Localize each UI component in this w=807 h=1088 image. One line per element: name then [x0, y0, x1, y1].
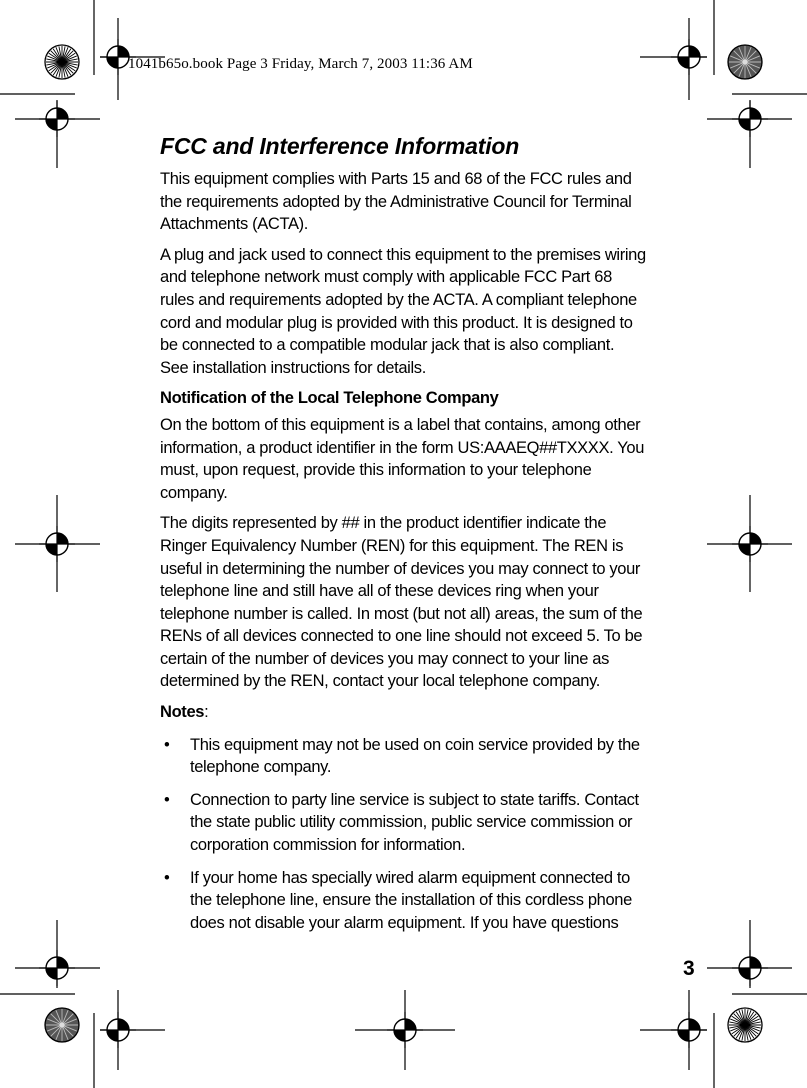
bullet-icon: •: [164, 735, 170, 754]
section-heading: Notification of the Local Telephone Company: [160, 389, 499, 408]
note-text: This equipment may not be used on coin service provided by the telephone company.: [190, 735, 640, 777]
list-item: [160, 734, 646, 779]
document-body: [160, 131, 646, 944]
note-text: If your home has specially wired alarm equipment connected to the telephone line, ensure the installation of this cordless phone does not disable your alarm equipment. If you have questions: [190, 868, 632, 932]
intro-paragraph-1: This equipment complies with Parts 15 and 68 of the FCC rules and the requirements adopted by the Administrative Council for Terminal Attachments (ACTA).: [160, 170, 632, 234]
intro-paragraph-2: A plug and jack used to connect this equipment to the premises wiring and telephone network must comply with applicable FCC Part 68 rules and requirements adopted by the ACTA. A compliant telephone cord and modular plug is provided with this product. It is designed to be connected to a compatible modular jack that is also compliant. See installation instructions for details.: [160, 245, 646, 377]
notes-list: [160, 734, 646, 935]
section-paragraph-2: The digits represented by ## in the product identifier indicate the Ringer Equivalency Number (REN) for this equipment. The REN is useful in determining the number of devices you may connect to your telephone line and still have all of these devices ring when your telephone number is called. In most (but not all) areas, the sum of the RENs of all devices connected to one line should not exceed 5. To be certain of the number of devices you may connect to your line as determined by the REN, contact your local telephone company.: [160, 514, 643, 691]
notes-label-colon: :: [204, 703, 209, 722]
print-header: 1041b65o.book Page 3 Friday, March 7, 2003 11:36 AM: [128, 56, 473, 72]
page-number: 3: [683, 957, 695, 980]
list-item: [160, 789, 646, 857]
bullet-icon: •: [164, 868, 170, 887]
page-title: FCC and Interference Information: [160, 133, 520, 159]
bullet-icon: •: [164, 790, 170, 809]
note-text: Connection to party line service is subject to state tariffs. Contact the state public utility commission, public service commission or corporation commission for information.: [190, 790, 639, 855]
section-paragraph-1: On the bottom of this equipment is a label that contains, among other information, a product identifier in the form US:AAAEQ##TXXXX. You must, upon request, provide this information to your telephone company.: [160, 415, 645, 502]
list-item: [160, 867, 646, 935]
notes-label: [160, 701, 646, 724]
notes-label-text: Notes: [160, 703, 205, 722]
